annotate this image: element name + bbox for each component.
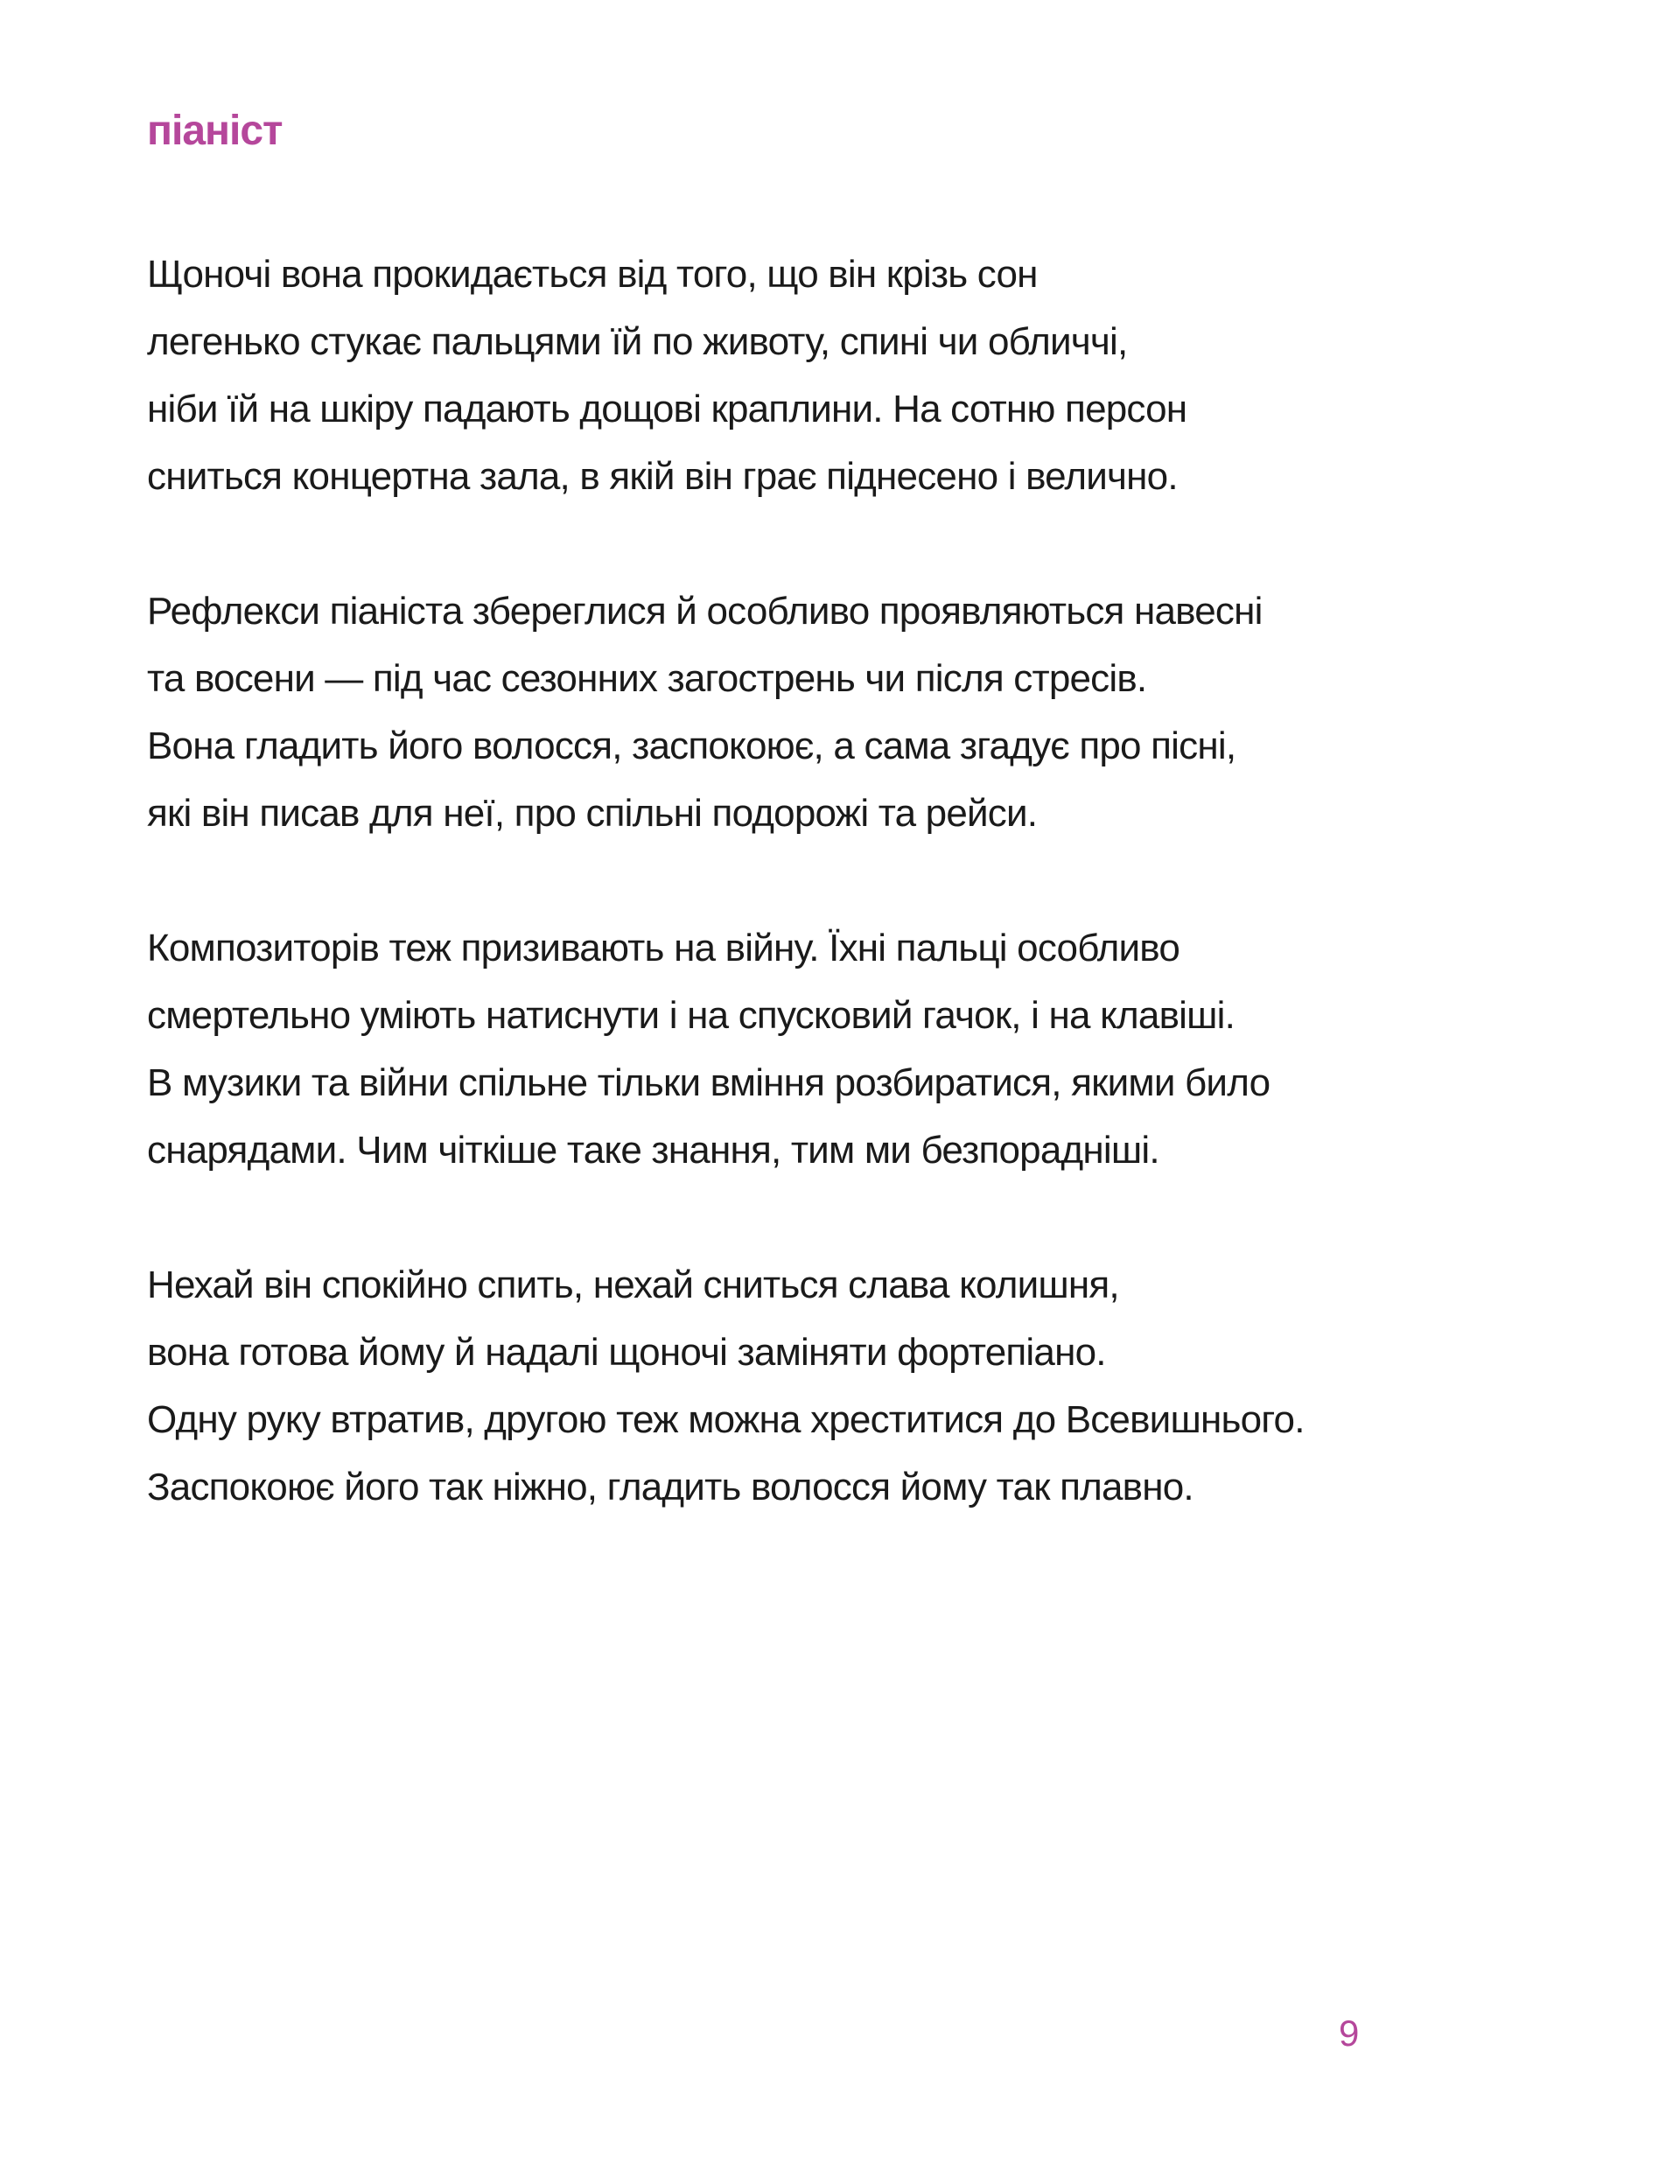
poem-title: піаніст — [147, 108, 283, 154]
poem-line: ніби їй на шкіру падають дощові краплини. На сотню персон — [147, 388, 1187, 430]
poem-body — [147, 241, 1305, 1588]
poem-line: Вона гладить його волосся, заспокоює, а сама згадує про пісні, — [147, 724, 1236, 767]
poem-line: Щоночі вона прокидається від того, що він крізь сон — [147, 253, 1038, 296]
poem-line: Заспокоює його так ніжно, гладить волосся йому так плавно. — [147, 1466, 1194, 1508]
poem-line: Композиторів теж призивають на війну. Їхні пальці особливо — [147, 927, 1180, 970]
stanza-1 — [147, 241, 1305, 510]
poem-line: В музики та війни спільне тільки вміння розбиратися, якими било — [147, 1061, 1270, 1104]
stanza-4 — [147, 1251, 1305, 1521]
poem-line: сниться концертна зала, в якій він грає піднесено і велично. — [147, 455, 1178, 498]
poem-line: Рефлекси піаніста збереглися й особливо проявляються навесні — [147, 590, 1263, 633]
poem-line: та восени — під час сезонних загострень чи після стресів. — [147, 657, 1147, 700]
page-number: 9 — [1339, 2012, 1360, 2054]
poem-line: легенько стукає пальцями їй по животу, спині чи обличчі, — [147, 320, 1128, 363]
poem-line: снарядами. Чим чіткіше таке знання, тим ми безпорадніші. — [147, 1129, 1159, 1172]
poem-line: Нехай він спокійно спить, нехай сниться слава колишня, — [147, 1264, 1119, 1306]
poem-line: вона готова йому й надалі щоночі заміняти фортепіано. — [147, 1331, 1106, 1374]
stanza-2 — [147, 578, 1305, 847]
poem-line: смертельно уміють натиснути і на спусковий гачок, і на клавіші. — [147, 994, 1236, 1037]
stanza-3 — [147, 914, 1305, 1184]
poem-line: Одну руку втратив, другою теж можна хреститися до Всевишнього. — [147, 1398, 1305, 1441]
poem-line: які він писав для неї, про спільні подорожі та рейси. — [147, 792, 1038, 835]
